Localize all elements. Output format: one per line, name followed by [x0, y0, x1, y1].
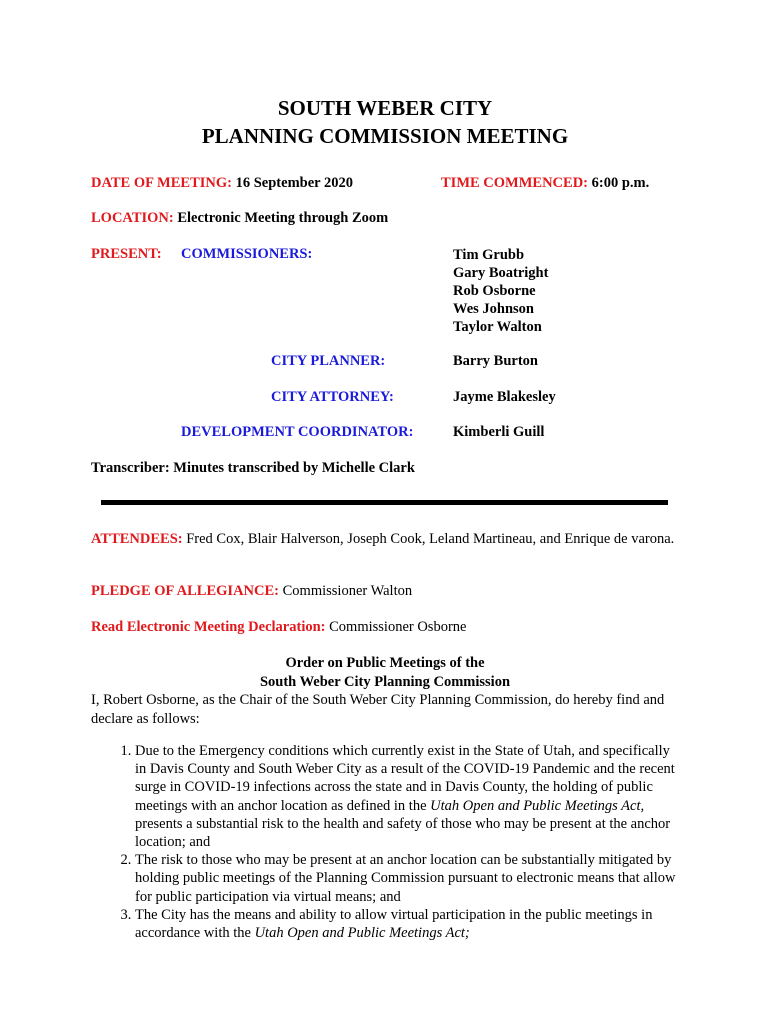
attendees-paragraph: [91, 530, 681, 549]
location-value: Electronic Meeting through Zoom: [177, 210, 389, 226]
date-value: 16 September 2020: [235, 175, 353, 191]
pledge-value: Commissioner Walton: [282, 583, 413, 599]
location-label: LOCATION:: [91, 210, 174, 226]
city-planner-label: CITY PLANNER:: [271, 353, 386, 369]
commissioner-name: Taylor Walton: [453, 319, 542, 335]
city-attorney-label: CITY ATTORNEY:: [271, 389, 394, 405]
commissioner-name: Tim Grubb: [453, 247, 525, 263]
declaration-value: Commissioner Osborne: [329, 619, 467, 635]
declaration-label: Read Electronic Meeting Declaration:: [91, 619, 326, 635]
meeting-time: [441, 175, 649, 192]
attendees-value: Fred Cox, Blair Halverson, Joseph Cook, Leland Martineau, and Enrique de varona.: [186, 531, 675, 547]
item-1-italic: Utah Open and Public Meetings Act,: [430, 797, 645, 814]
item-2-text: The risk to those who may be present at an anchor location can be substantially mitigated by holding public meetings of the Planning Commission pursuant to electronic means that allow for public participation via virtual means; and: [135, 852, 676, 905]
city-planner-name: Barry Burton: [453, 353, 538, 369]
meeting-location: [91, 210, 388, 227]
transcriber-value: Minutes transcribed by Michelle Clark: [173, 460, 415, 476]
commissioner-list: [453, 246, 548, 336]
findings-list: [91, 742, 681, 942]
item-3-italic: Utah Open and Public Meetings Act;: [254, 925, 470, 942]
section-divider: [101, 500, 668, 505]
development-coordinator-name: Kimberli Guill: [453, 424, 545, 440]
commissioner-name: Gary Boatright: [453, 265, 549, 281]
list-item: [135, 906, 681, 942]
attendees-label: ATTENDEES:: [91, 531, 183, 547]
document-title-line-2: PLANNING COMMISSION MEETING: [201, 124, 569, 148]
declaration: [91, 619, 466, 636]
date-label: DATE OF MEETING:: [91, 175, 232, 191]
document-title-line-1: SOUTH WEBER CITY: [277, 96, 493, 120]
development-coordinator-label: DEVELOPMENT COORDINATOR:: [181, 424, 414, 440]
commissioner-name: Rob Osborne: [453, 283, 536, 299]
present-label: PRESENT:: [91, 246, 162, 262]
list-item: [135, 742, 681, 851]
order-heading-line-2: South Weber City Planning Commission: [259, 674, 511, 690]
meeting-date: [91, 175, 353, 192]
pledge: [91, 583, 412, 600]
commissioner-name: Wes Johnson: [453, 301, 534, 317]
time-label: TIME COMMENCED:: [441, 175, 589, 191]
list-item: [135, 851, 681, 906]
transcriber: [91, 460, 415, 477]
pledge-label: PLEDGE OF ALLEGIANCE:: [91, 583, 279, 599]
item-3-text: The City has the means and ability to allow virtual participation in the public meetings in accordance with the: [135, 906, 653, 942]
commissioners-label: COMMISSIONERS:: [181, 246, 313, 262]
item-1-text: Due to the Emergency conditions which currently exist in the State of Utah, and specifically in Davis County and South Weber City as a result of the COVID-19 Pandemic and the recent surge in COVID-19 infections across the state and in Davis County, the holding of public meetings with an anchor location as defined in the: [135, 743, 675, 814]
item-1-text-end: presents a substantial risk to the health and safety of those who may be present at the anchor location; and: [135, 815, 671, 851]
time-value: 6:00 p.m.: [591, 175, 650, 191]
city-attorney-name: Jayme Blakesley: [453, 389, 556, 405]
order-heading-line-1: Order on Public Meetings of the: [285, 655, 485, 671]
transcriber-label: Transcriber:: [91, 460, 170, 476]
order-intro: I, Robert Osborne, as the Chair of the South Weber City Planning Commission, do hereby find and declare as follows:: [91, 692, 665, 727]
